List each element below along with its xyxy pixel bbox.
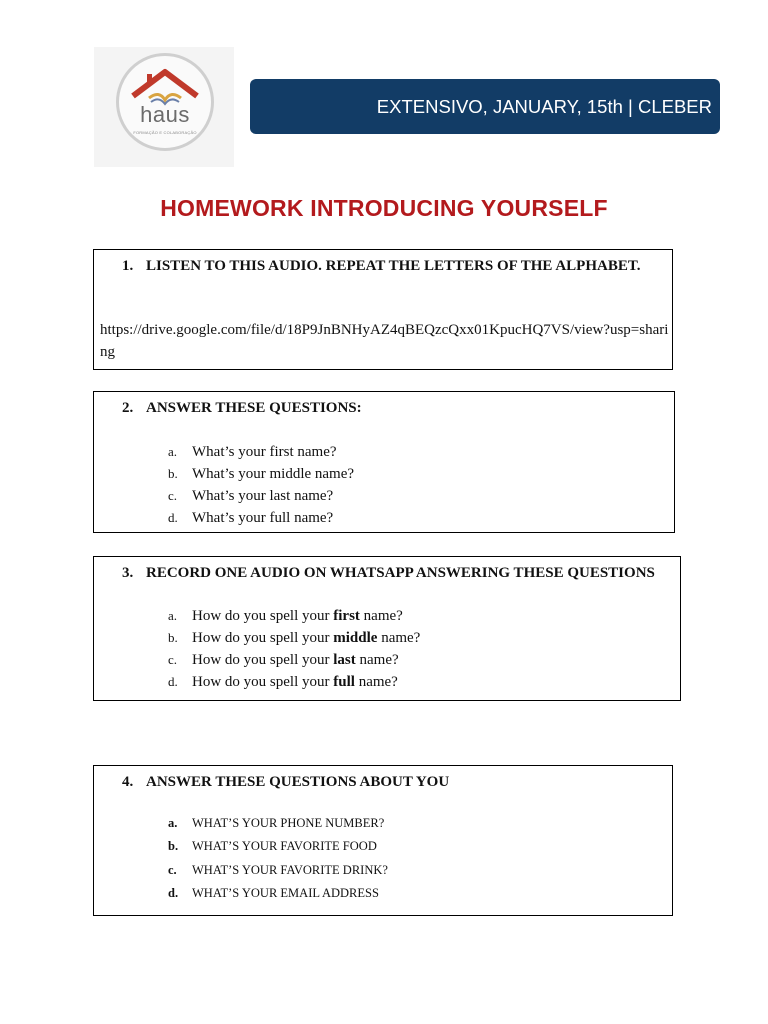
item-text: What’s your first name? bbox=[192, 444, 337, 460]
list-item bbox=[168, 671, 420, 693]
question-list bbox=[168, 441, 354, 529]
course-banner bbox=[250, 79, 720, 134]
section-4 bbox=[93, 765, 673, 916]
logo bbox=[94, 47, 234, 167]
item-marker: a. bbox=[168, 608, 178, 623]
course-banner-text: EXTENSIVO, JANUARY, 15th | CLEBER bbox=[376, 95, 712, 117]
section-heading-text: ANSWER THESE QUESTIONS: bbox=[146, 400, 362, 416]
item-emphasis: full bbox=[333, 674, 355, 690]
section-3 bbox=[93, 556, 681, 701]
item-text: What’s your middle name? bbox=[192, 466, 355, 482]
list-item bbox=[168, 507, 354, 529]
item-marker: c. bbox=[168, 862, 177, 877]
item-text: name? bbox=[359, 608, 403, 624]
item-marker: d. bbox=[168, 885, 179, 900]
list-item bbox=[168, 835, 388, 858]
question-list bbox=[168, 812, 388, 905]
section-heading-text: RECORD ONE AUDIO ON WHATSAPP ANSWERING THESE QUESTIONS bbox=[146, 565, 655, 581]
section-number: 2. bbox=[122, 400, 134, 416]
item-text: WHAT’S YOUR FAVORITE FOOD bbox=[192, 839, 377, 854]
section-4-heading bbox=[122, 774, 449, 791]
question-list bbox=[168, 605, 420, 693]
logo-tagline: FORMAÇÃO E COLABORAÇÃO bbox=[133, 130, 197, 135]
list-item bbox=[168, 441, 354, 463]
section-3-heading bbox=[122, 565, 655, 582]
section-heading-text: ANSWER THESE QUESTIONS ABOUT YOU bbox=[146, 774, 450, 790]
item-marker: b. bbox=[168, 839, 179, 854]
list-item bbox=[168, 812, 388, 835]
audio-link[interactable]: https://drive.google.com/file/d/18P9JnBNHyAZ4qBEQzcQxx01KpucHQ7VS/view?usp=sharing bbox=[100, 322, 669, 360]
list-item bbox=[168, 605, 420, 627]
section-1 bbox=[93, 249, 673, 370]
item-text: name? bbox=[354, 674, 398, 690]
section-number: 3. bbox=[122, 565, 134, 581]
section-heading-text: LISTEN TO THIS AUDIO. REPEAT THE LETTERS OF THE ALPHABET. bbox=[146, 258, 641, 274]
item-text: How do you spell your bbox=[192, 674, 334, 690]
section-number: 1. bbox=[122, 258, 134, 274]
section-1-heading bbox=[122, 258, 640, 275]
item-marker: d. bbox=[168, 674, 178, 689]
item-marker: b. bbox=[168, 630, 178, 645]
item-emphasis: middle bbox=[333, 630, 378, 646]
list-item bbox=[168, 627, 420, 649]
item-marker: d. bbox=[168, 510, 178, 525]
list-item bbox=[168, 859, 388, 882]
item-emphasis: last bbox=[333, 652, 356, 668]
item-marker: a. bbox=[168, 444, 178, 459]
item-text: WHAT’S YOUR FAVORITE DRINK? bbox=[192, 862, 388, 877]
item-marker: a. bbox=[168, 816, 178, 830]
section-2-heading bbox=[122, 400, 362, 417]
item-marker: c. bbox=[168, 488, 178, 503]
logo-wordmark: haus bbox=[140, 102, 190, 127]
list-item bbox=[168, 882, 388, 905]
item-marker: c. bbox=[168, 652, 178, 667]
item-text: How do you spell your bbox=[192, 630, 334, 646]
item-marker: b. bbox=[168, 466, 178, 481]
item-text: What’s your last name? bbox=[192, 488, 334, 504]
section-number: 4. bbox=[122, 774, 134, 790]
item-emphasis: first bbox=[333, 608, 360, 624]
item-text: What’s your full name? bbox=[192, 510, 334, 526]
page-title: HOMEWORK INTRODUCING YOURSELF bbox=[160, 195, 608, 221]
item-text: WHAT’S YOUR PHONE NUMBER? bbox=[192, 816, 385, 830]
item-text: name? bbox=[355, 652, 399, 668]
item-text: name? bbox=[377, 630, 421, 646]
list-item bbox=[168, 463, 354, 485]
item-text: How do you spell your bbox=[192, 608, 334, 624]
item-text: How do you spell your bbox=[192, 652, 334, 668]
logo-badge bbox=[116, 53, 214, 151]
list-item bbox=[168, 485, 354, 507]
section-2 bbox=[93, 391, 675, 533]
list-item bbox=[168, 649, 420, 671]
item-text: WHAT’S YOUR EMAIL ADDRESS bbox=[192, 885, 379, 900]
